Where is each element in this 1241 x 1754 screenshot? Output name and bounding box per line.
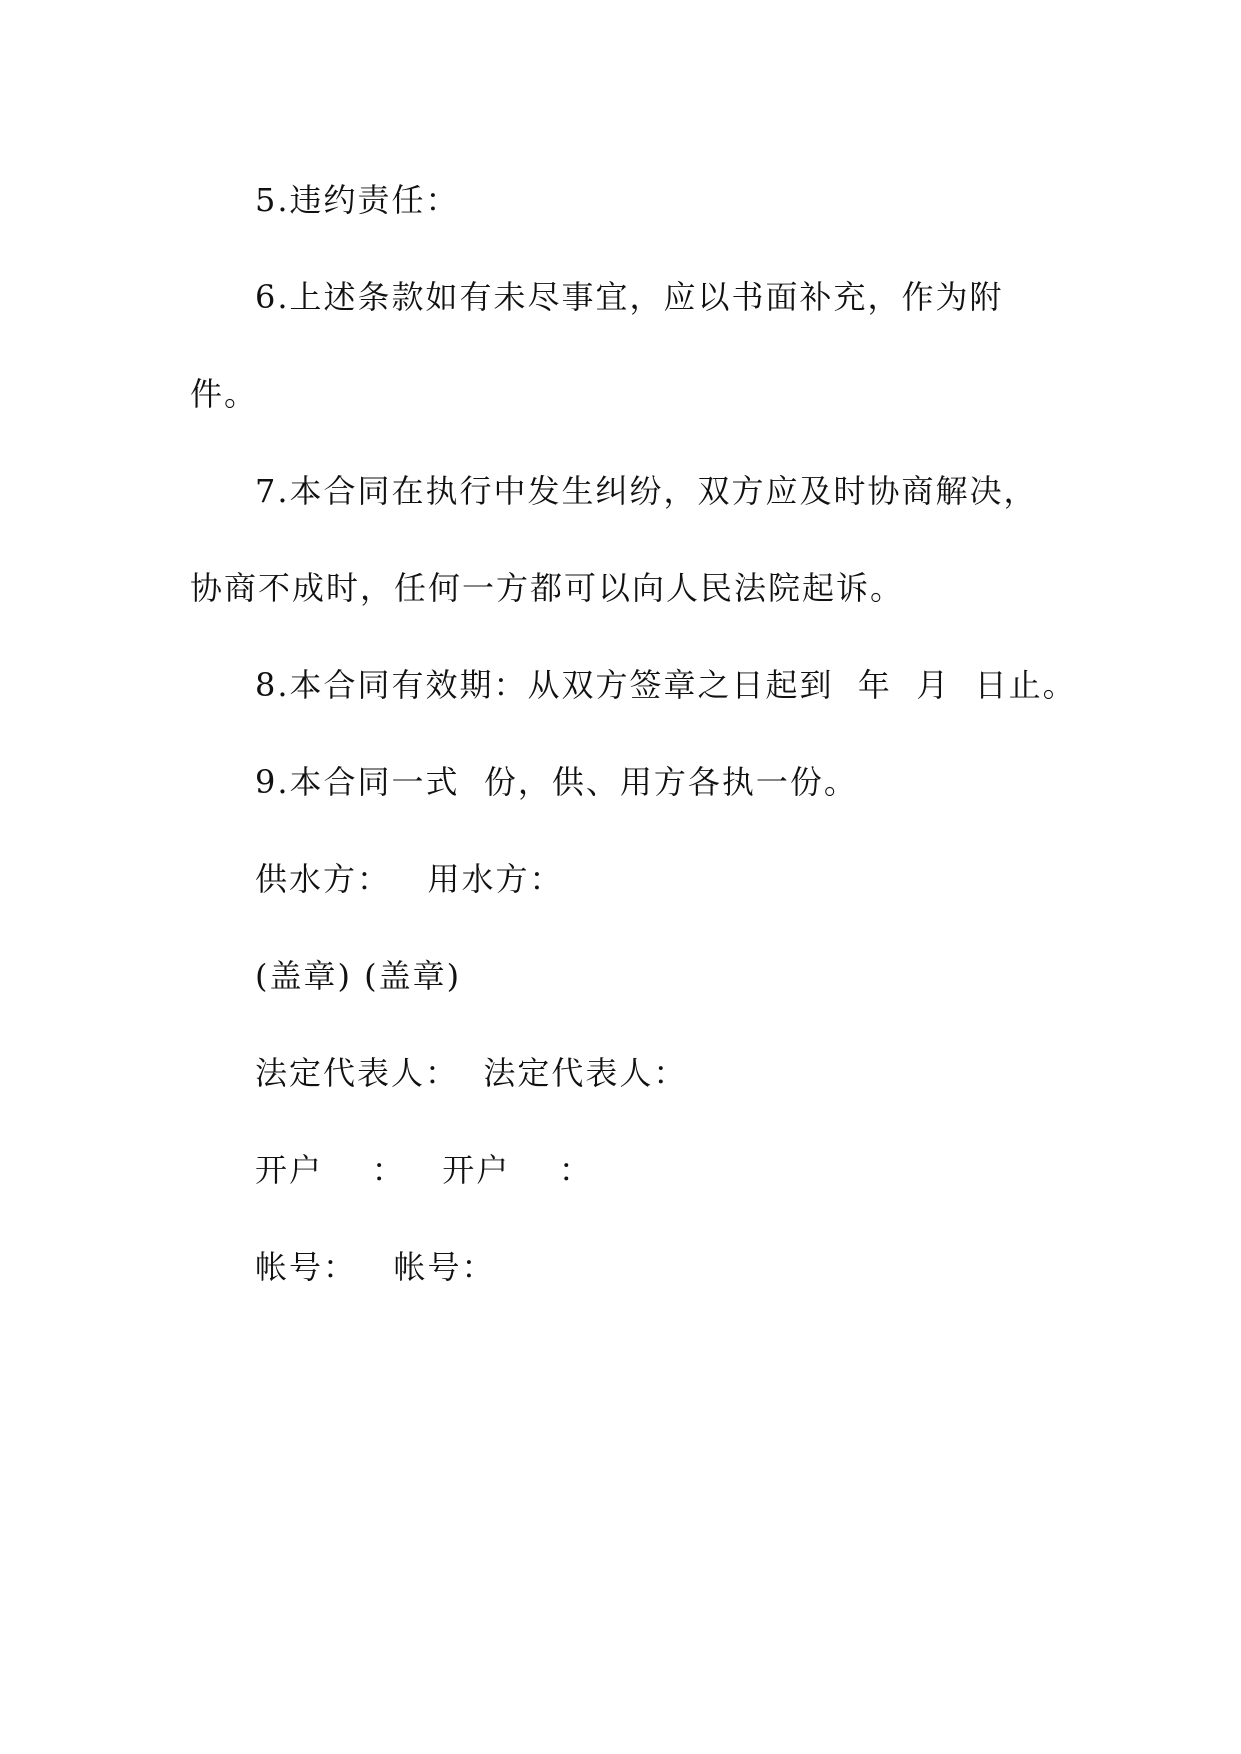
- signature-seal: (盖章) (盖章): [255, 957, 462, 995]
- clause-8-validity-period: 8.本合同有效期：从双方签章之日起到 年 月 日止。: [255, 666, 1077, 704]
- clause-6-continuation: 件。: [190, 375, 259, 413]
- clause-5-breach-liability: 5.违约责任：: [255, 181, 460, 219]
- clause-7-continuation: 协商不成时，任何一方都可以向人民法院起诉。: [190, 569, 905, 607]
- clause-6-supplement: 6.上述条款如有未尽事宜，应以书面补充，作为附: [255, 278, 1004, 316]
- clause-7-dispute: 7.本合同在执行中发生纠纷，双方应及时协商解决，: [255, 472, 1038, 510]
- clause-9-copies: 9.本合同一式 份，供、用方各执一份。: [255, 763, 858, 801]
- signature-parties: 供水方： 用水方：: [255, 860, 564, 898]
- signature-account-number: 帐号： 帐号：: [255, 1248, 496, 1286]
- signature-bank: 开户 ： 开户 ：: [255, 1151, 593, 1189]
- signature-legal-representative: 法定代表人： 法定代表人：: [255, 1054, 688, 1092]
